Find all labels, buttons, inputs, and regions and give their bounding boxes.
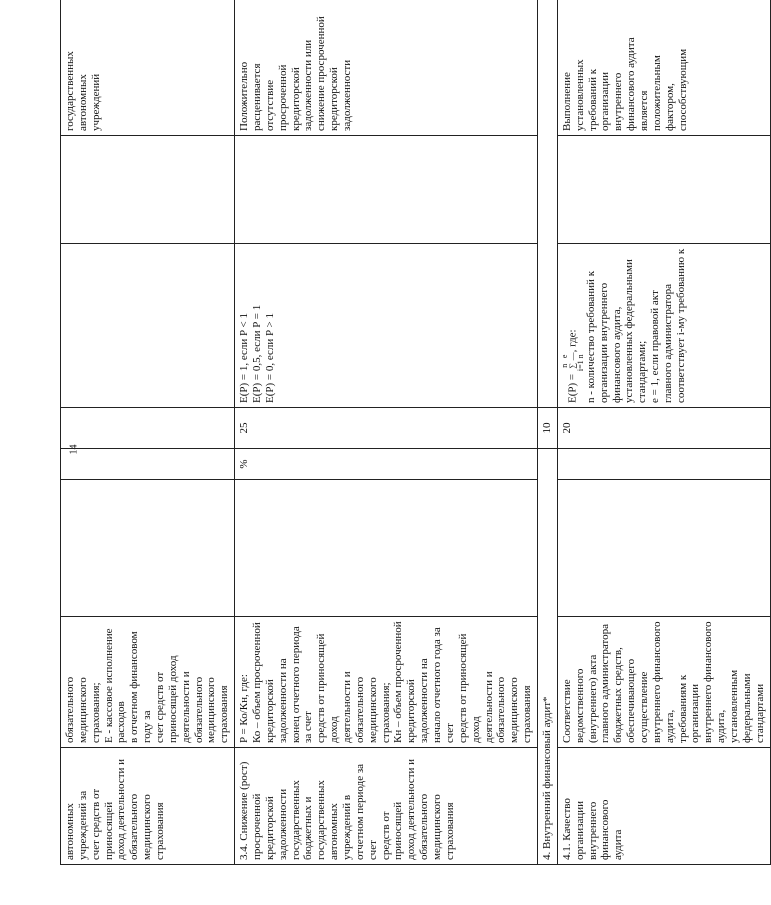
indicator-name-cell-line: бюджетных и: [302, 796, 315, 860]
comment-cell-line: снижение просроченной: [315, 16, 328, 131]
formula-cell-line: внутреннего финансового аудита,: [650, 621, 676, 743]
comment-cell-line: кредиторской: [328, 67, 341, 131]
formula-cell-line: внутреннего финансового аудита,: [702, 621, 728, 743]
indicator-name-cell-line: государственных: [315, 780, 328, 860]
blank-cell-2: [61, 136, 235, 244]
weight-cell-line: 20: [560, 422, 573, 434]
formula-cell-line: кредиторской задолженности на: [405, 658, 431, 743]
formula-cell: [235, 617, 538, 748]
evaluation-cell-line: организации внутреннего: [597, 282, 610, 403]
indicator-name-cell-line: медицинского страхования: [431, 794, 456, 860]
comment-cell: [61, 0, 235, 136]
formula-cell-line: конец отчетного периода за счет: [289, 626, 315, 743]
evaluation-cell: [235, 244, 538, 408]
evaluation-cell-line: стандартами;: [636, 340, 649, 403]
formula-cell: [557, 617, 770, 748]
weight-cell: [61, 408, 235, 449]
fraction: e — n: [559, 352, 585, 361]
comment-cell-line: Положительно: [238, 61, 251, 131]
blank-cell: [61, 480, 235, 617]
formula-cell-line: в отчетном финансовом году за: [128, 631, 154, 743]
comment-cell-line: государственных: [64, 51, 76, 131]
indicator-name-cell-line: кредиторской: [263, 796, 276, 860]
weight-cell: [557, 408, 770, 449]
comment-cell-line: организации: [599, 71, 612, 131]
formula-cell-line: обязательного медицинского: [64, 676, 89, 743]
formula-cell-line: начало отчетного года за счет: [431, 627, 456, 743]
unit-cell: [235, 449, 538, 480]
comment-cell-line: внутреннего: [612, 72, 625, 131]
formula-cell-line: средств от приносящей доход: [456, 633, 482, 743]
formula-prefix: E(P) =: [566, 373, 579, 403]
indicator-name-cell: [557, 748, 770, 865]
rotated-page: [60, 16, 766, 865]
page-number: 14: [68, 444, 80, 455]
evaluation-cell: [61, 244, 235, 408]
formula-cell-line: кредиторской задолженности на: [263, 658, 289, 743]
formula-cell-line: главного администратора: [599, 624, 612, 743]
formula-cell-line: P = Ко/Кн, где:: [238, 674, 251, 743]
formula-cell-line: медицинского страхования;: [366, 677, 392, 743]
formula-cell-line: медицинского страхования: [508, 677, 534, 743]
formula-cell-line: деятельности и обязательного: [179, 671, 205, 743]
formula-cell-line: страхования;: [89, 682, 102, 743]
indicator-name-cell-line: отчетном периоде за счет: [353, 763, 379, 860]
formula-cell-line: деятельности и обязательного: [341, 671, 366, 743]
section-row: [537, 0, 557, 865]
table-row: [235, 0, 538, 865]
comment-cell-line: требований к: [586, 68, 599, 131]
comment-cell-line: способствующим: [676, 48, 689, 131]
unit-cell-line: %: [238, 459, 251, 469]
blank-cell: [235, 480, 538, 617]
indicator-name-cell-line: доход деятельности и: [115, 758, 128, 860]
blank-cell: [557, 480, 770, 617]
comment-cell-line: положительным: [650, 55, 663, 131]
formula-cell-line: бюджетных средств,: [612, 647, 625, 743]
indicator-name-cell: [61, 748, 235, 865]
comment-cell-line: расценивается: [251, 63, 264, 131]
comment-cell-line: кредиторской: [289, 67, 302, 131]
comment-cell-line: просроченной: [276, 64, 289, 131]
unit-cell: [557, 449, 770, 480]
indicator-name-cell-line: аудита: [612, 829, 625, 860]
comment-cell-line: отсутствие: [263, 79, 276, 131]
weight-cell: [235, 408, 538, 449]
formula: [561, 248, 585, 403]
section-title: 4. Внутренний финансовый аудит*: [537, 449, 557, 865]
comment-cell-line: учреждений: [89, 73, 102, 131]
indicator-name-cell-line: 4.1. Качество организации: [560, 798, 586, 860]
evaluation-cell-line: E(P) = 0, если P > 1: [263, 313, 276, 403]
formula-cell-line: средств от приносящей доход: [315, 633, 341, 743]
evaluation-cell-line: установленных федеральными: [623, 259, 636, 403]
indicator-name-cell-line: просроченной: [251, 793, 264, 860]
indicator-name-cell-line: автономных учреждений за: [64, 790, 89, 860]
indicator-name-cell-line: обязательного: [128, 793, 141, 860]
formula-cell-line: медицинского страхования: [205, 677, 231, 743]
evaluation-cell-line: соответствует i-му требованию к: [674, 248, 687, 403]
page-content: [60, 16, 766, 865]
indicator-name-cell-line: задолженности: [276, 788, 289, 860]
blank-cell-2: [557, 136, 770, 244]
evaluation-cell-line: e = 1, если правовой акт: [649, 290, 662, 403]
blank-cell-2: [235, 136, 538, 244]
formula-cell: [61, 617, 235, 748]
indicator-name-cell: [235, 748, 538, 865]
formula-cell-line: Е - кассовое исполнение расходов: [102, 628, 128, 743]
indicator-name-cell-line: доход деятельности и: [405, 758, 418, 860]
comment-cell-line: является: [637, 90, 650, 131]
formula-cell-line: деятельности и обязательного: [482, 671, 508, 743]
indicator-name-cell-line: счет средств от приносящей: [89, 788, 115, 860]
unit-cell: [61, 449, 235, 480]
weight-cell-line: 25: [238, 422, 251, 434]
comment-cell-line: задолженности: [341, 59, 354, 131]
comment-cell-line: установленных: [573, 59, 586, 131]
evaluation-cell-line: главного администратора: [661, 284, 674, 403]
comment-cell-line: автономных: [76, 74, 89, 131]
comment-cell-line: финансового аудита: [625, 37, 638, 131]
formula-cell-line: Ко – объем просроченной: [251, 622, 264, 743]
formula-cell-line: Кн – объем просроченной: [392, 621, 405, 743]
formula-cell-line: счет средств от приносящей доход: [154, 655, 179, 743]
table-row: [557, 0, 770, 865]
evaluation-cell-line: E(P) = 0,5, если P = 1: [251, 304, 264, 403]
evaluation-cell-line: n - количество требований к: [584, 270, 597, 403]
indicator-name-cell-line: обязательного: [418, 793, 431, 860]
formula-cell-line: федеральными стандартами: [740, 673, 766, 743]
indicator-table: [60, 0, 771, 865]
comment-cell-line: задолженности или: [302, 39, 315, 131]
comment-cell-line: Выполнение: [560, 72, 573, 131]
section-blank: [537, 0, 557, 408]
formula-suffix: , где:: [566, 329, 579, 353]
indicator-name-cell-line: автономных учреждений в: [328, 794, 354, 860]
table-row: [61, 0, 235, 865]
formula-cell-line: установленным: [727, 669, 740, 743]
formula-cell-line: (внутреннего) акта: [586, 654, 599, 743]
evaluation-cell-line: E(P) = 1, если P < 1: [238, 313, 251, 403]
formula-cell-line: обеспечивающего осуществление: [625, 658, 650, 743]
comment-cell: [557, 0, 770, 136]
indicator-name-cell-line: внутреннего финансового: [586, 799, 612, 860]
indicator-name-cell-line: государственных: [289, 780, 302, 860]
comment-cell: [235, 0, 538, 136]
sum-sign: n ∑ i=1: [559, 360, 585, 372]
evaluation-cell: [557, 244, 770, 408]
indicator-name-cell-line: 3.4. Снижение (рост): [238, 761, 251, 860]
indicator-name-cell-line: средств от приносящей: [379, 801, 405, 860]
formula-cell-line: Соответствие ведомственного: [560, 668, 586, 743]
comment-cell-line: фактором,: [663, 83, 676, 131]
evaluation-cell-line: финансового аудита,: [610, 306, 623, 403]
section-weight: 10: [537, 408, 557, 449]
formula-cell-line: требованиям к организации: [676, 674, 702, 743]
indicator-name-cell-line: медицинского страхования: [141, 794, 167, 860]
